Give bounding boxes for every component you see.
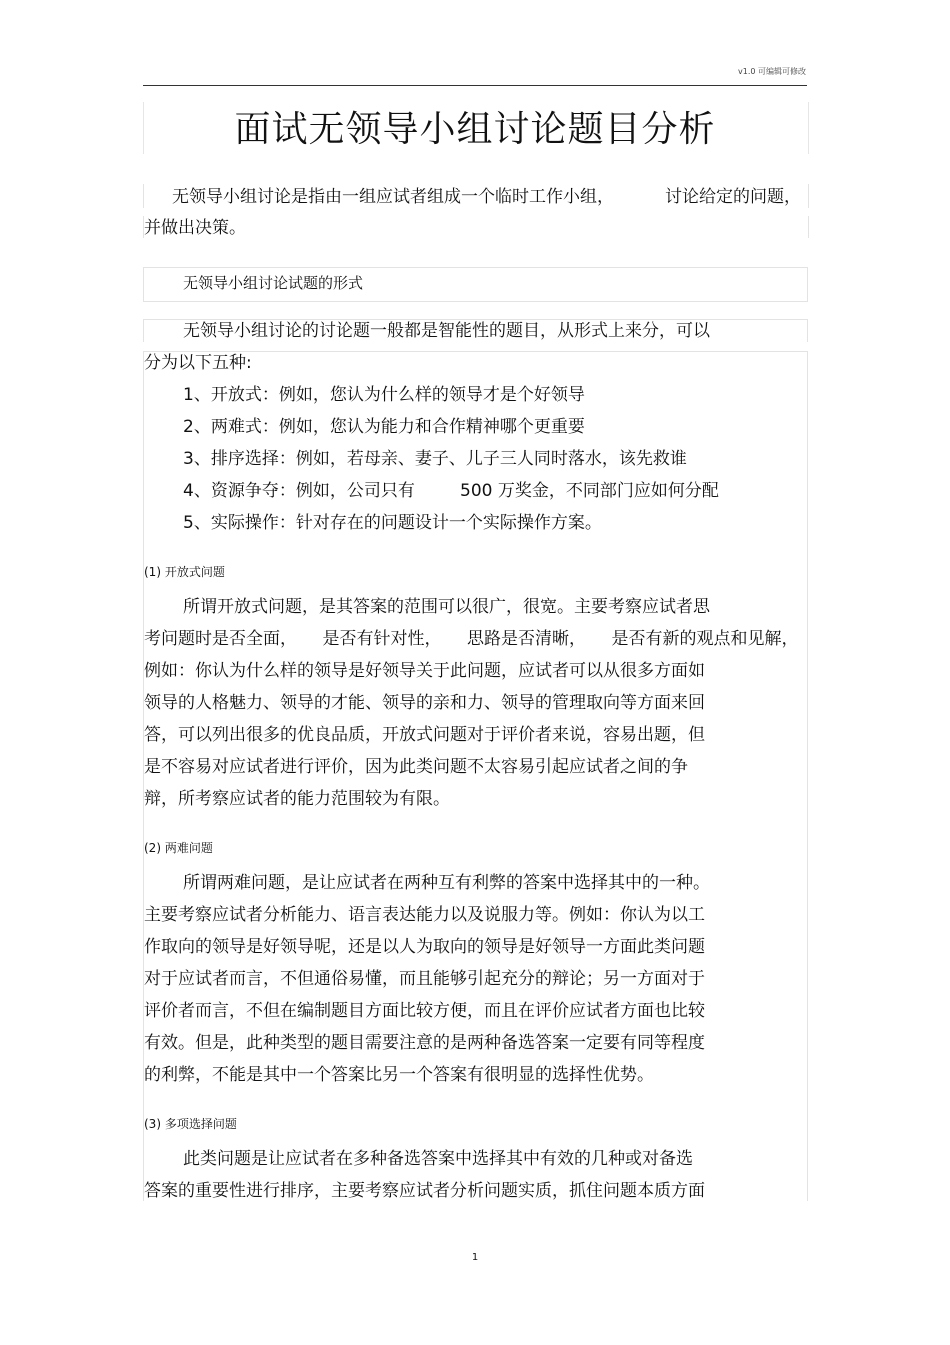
page-number: 1 (471, 1252, 479, 1263)
header-divider (143, 85, 807, 86)
dilemma-question-line: 评价者而言，不但在编制题目方面比较方便，而且在评价应试者方面也比较 (144, 1001, 705, 1021)
dilemma-question-line: 对于应试者而言，不但通俗易懂，而且能够引起充分的辩论；另一方面对于 (144, 969, 705, 989)
forms-item-4: 4、资源争夺：例如，公司只有 (183, 481, 415, 501)
forms-item-2: 2、两难式：例如，您认为能力和合作精神哪个更重要 (183, 417, 585, 437)
multi-choice-question-line: 答案的重要性进行排序，主要考察应试者分析问题实质，抓住问题本质方面 (144, 1181, 705, 1201)
dilemma-question-line: 作取向的领导是好领导呢，还是以人为取向的领导是好领导一方面此类问题 (144, 937, 705, 957)
open-question-line: 答，可以列出很多的优良品质，开放式问题对于评价者来说，容易出题，但 (144, 725, 705, 745)
dilemma-question-line: 的利弊，不能是其中一个答案比另一个答案有很明显的选择性优势。 (144, 1065, 654, 1085)
open-question-heading: (1) 开放式问题 (144, 565, 225, 579)
open-question-line: 是不容易对应试者进行评价，因为此类问题不太容易引起应试者之间的争 (144, 757, 688, 777)
forms-item-1: 1、开放式：例如，您认为什么样的领导才是个好领导 (183, 385, 585, 405)
forms-item-5: 5、实际操作：针对存在的问题设计一个实际操作方案。 (183, 513, 602, 533)
section-heading: 无领导小组讨论试题的形式 (183, 274, 364, 292)
open-question-line: 例如：你认为什么样的领导是好领导关于此问题，应试者可以从很多方面如 (144, 661, 705, 681)
intro-line-2: 并做出决策。 (144, 218, 246, 238)
intro-line-1b: 讨论给定的问题， (665, 187, 801, 207)
multi-choice-question-line: 此类问题是让应试者在多种备选答案中选择其中有效的几种或对备选 (183, 1149, 693, 1169)
dilemma-question-line: 有效。但是，此种类型的题目需要注意的是两种备选答案一定要有同等程度 (144, 1033, 705, 1053)
dilemma-question-line: 主要考察应试者分析能力、语言表达能力以及说服力等。例如：你认为以工 (144, 905, 705, 925)
forms-item-3: 3、排序选择：例如，若母亲、妻子、儿子三人同时落水，该先救谁 (183, 449, 687, 469)
forms-intro-1: 无领导小组讨论的讨论题一般都是智能性的题目，从形式上来分，可以 (183, 321, 710, 341)
open-question-line: 辩，所考察应试者的能力范围较为有限。 (144, 789, 450, 809)
dilemma-question-line: 所谓两难问题，是让应试者在两种互有利弊的答案中选择其中的一种。 (183, 873, 710, 893)
dilemma-question-heading: (2) 两难问题 (144, 841, 213, 855)
multi-choice-question-heading: (3) 多项选择问题 (144, 1117, 237, 1131)
document-title: 面试无领导小组讨论题目分析 (234, 109, 716, 150)
forms-item-4-tail: 500 万奖金，不同部门应如何分配 (460, 481, 719, 501)
version-label: v1.0 可编辑可修改 (738, 67, 806, 76)
forms-intro-2: 分为以下五种: (144, 353, 252, 373)
open-question-line: 所谓开放式问题，是其答案的范围可以很广，很宽。主要考察应试者思 (183, 597, 710, 617)
intro-line-1a: 无领导小组讨论是指由一组应试者组成一个临时工作小组， (172, 187, 614, 207)
open-question-line: 领导的人格魅力、领导的才能、领导的亲和力、领导的管理取向等方面来回 (144, 693, 705, 713)
open-question-line: 考问题时是否全面， 是否有针对性， 思路是否清晰， 是否有新的观点和见解， (144, 629, 799, 649)
